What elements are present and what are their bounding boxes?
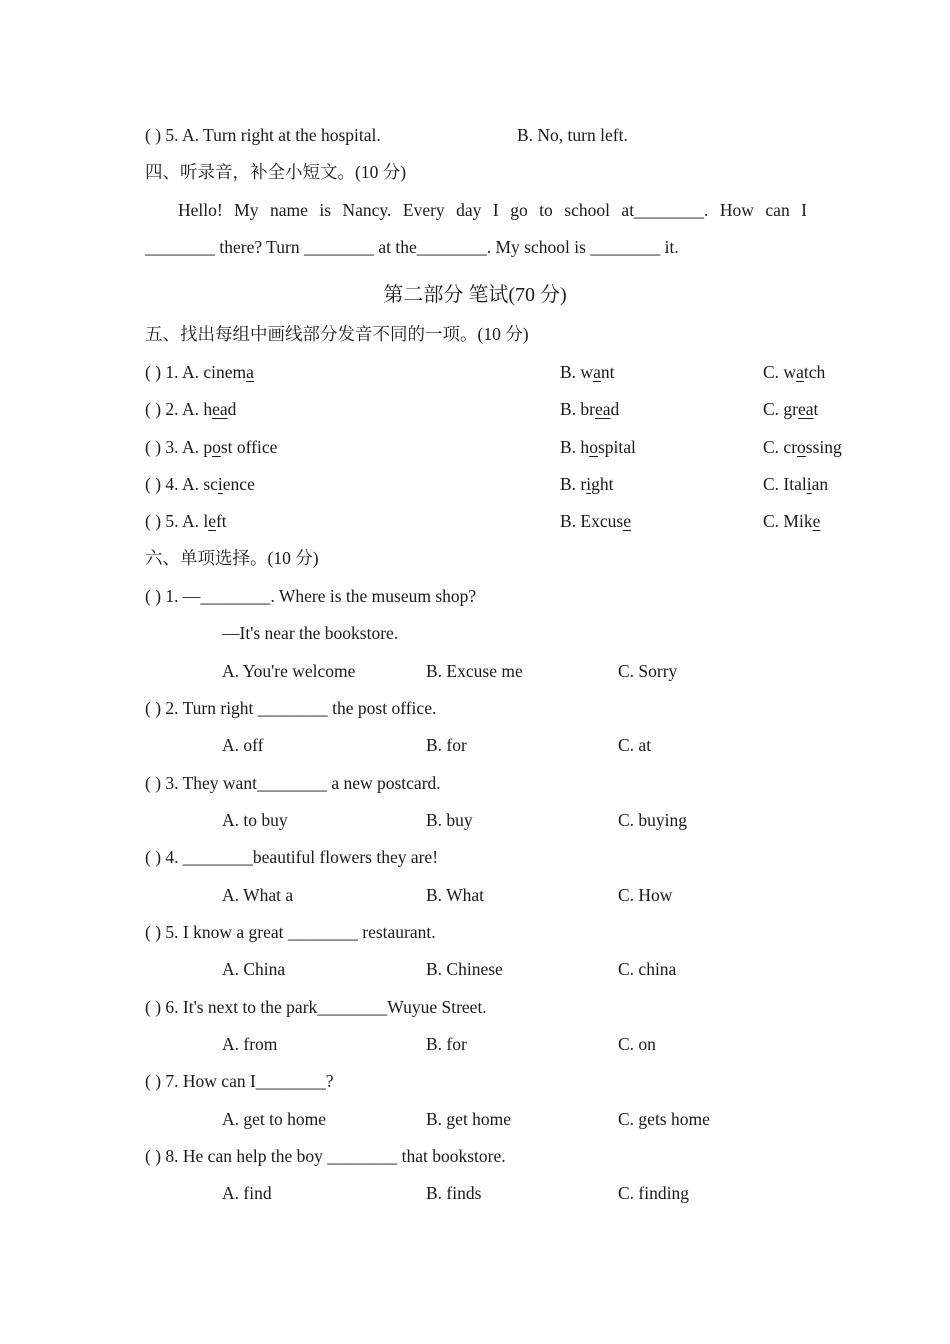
option-c: C. Sorry — [618, 661, 678, 681]
option-c: C. at — [618, 735, 652, 755]
option-b: B. get home — [426, 1109, 512, 1129]
phonics-item-2: ( ) 2. A. head B. bread C. great — [145, 399, 819, 419]
question-8-stem: ( ) 8. He can help the boy ________ that bookstore. — [145, 1146, 506, 1166]
option-a: A. to buy — [222, 810, 288, 830]
section-5-heading: 五、找出每组中画线部分发音不同的一项。(10 分) — [145, 324, 529, 344]
option-a: A. China — [222, 959, 286, 979]
option-c: C. Mike — [763, 511, 821, 531]
option-b: B. for — [426, 1034, 467, 1054]
option-c: C. gets home — [618, 1109, 710, 1129]
question-6-options — [222, 1033, 656, 1055]
question-1-reply: —It's near the bookstore. — [222, 623, 399, 643]
option-c: C. crossing — [763, 437, 842, 457]
question-6-stem: ( ) 6. It's next to the park________Wuyue Street. — [145, 997, 487, 1017]
listening-item-5 — [145, 124, 628, 146]
question-5-stem: ( ) 5. I know a great ________ restaurant. — [145, 922, 436, 942]
question-4-options — [222, 884, 673, 906]
option-a: A. get to home — [222, 1109, 327, 1129]
option-b: B. No, turn left. — [517, 125, 628, 145]
option-b: B. Excuse — [560, 511, 631, 531]
option-c: C. on — [618, 1034, 656, 1054]
option-c: C. watch — [763, 362, 826, 382]
part-2-title: 第二部分 笔试(70 分) — [383, 284, 567, 306]
option-c: C. great — [763, 399, 819, 419]
section-6-heading: 六、单项选择。(10 分) — [145, 548, 319, 568]
option-b: B. for — [426, 735, 467, 755]
option-b: B. right — [560, 474, 614, 494]
option-a: A. from — [222, 1034, 278, 1054]
phonics-item-4: ( ) 4. A. science B. right C. Italian — [145, 474, 829, 494]
question-7-options — [222, 1108, 710, 1130]
question-2-stem: ( ) 2. Turn right ________ the post office. — [145, 698, 437, 718]
option-b: B. buy — [426, 810, 473, 830]
option-b: B. want — [560, 362, 615, 382]
question-7-stem: ( ) 7. How can I________? — [145, 1071, 334, 1091]
option-c: C. How — [618, 885, 673, 905]
phonics-item-1: ( ) 1. A. cinema B. want C. watch — [145, 362, 826, 382]
phonics-item-3: ( ) 3. A. post office B. hospital C. crossing — [145, 437, 842, 457]
question-3-options — [222, 809, 688, 831]
option-a: A. find — [222, 1183, 272, 1203]
option-c: C. china — [618, 959, 677, 979]
option-b: B. Excuse me — [426, 661, 523, 681]
option-c: C. buying — [618, 810, 688, 830]
option-b: B. hospital — [560, 437, 636, 457]
section-4-passage — [145, 199, 807, 221]
option-a: A. What a — [222, 885, 294, 905]
passage-line-2: ________ there? Turn ________ at the________. My school is ________ it. — [145, 237, 679, 257]
question-1-options — [222, 660, 678, 682]
passage-line-1: Hello! My name is Nancy. Every day I go to school at________. How can I — [178, 200, 807, 220]
option-b: B. What — [426, 885, 485, 905]
question-5-options — [222, 958, 677, 980]
section-4-heading: 四、听录音，补全小短文。(10 分) — [145, 162, 407, 182]
question-2-options — [222, 734, 652, 756]
option-b: B. finds — [426, 1183, 482, 1203]
question-3-stem: ( ) 3. They want________ a new postcard. — [145, 773, 441, 793]
option-c: C. Italian — [763, 474, 829, 494]
question-8-options — [222, 1182, 689, 1204]
item-text: ( ) 5. A. Turn right at the hospital. — [145, 125, 381, 145]
option-a: A. You're welcome — [222, 661, 356, 681]
option-b: B. bread — [560, 399, 620, 419]
option-a: A. off — [222, 735, 264, 755]
option-c: C. finding — [618, 1183, 689, 1203]
phonics-item-5: ( ) 5. A. left B. Excuse C. Mike — [145, 511, 821, 531]
option-b: B. Chinese — [426, 959, 503, 979]
question-4-stem: ( ) 4. ________beautiful flowers they are! — [145, 847, 439, 867]
question-1-stem: ( ) 1. —________. Where is the museum shop? — [145, 586, 477, 606]
